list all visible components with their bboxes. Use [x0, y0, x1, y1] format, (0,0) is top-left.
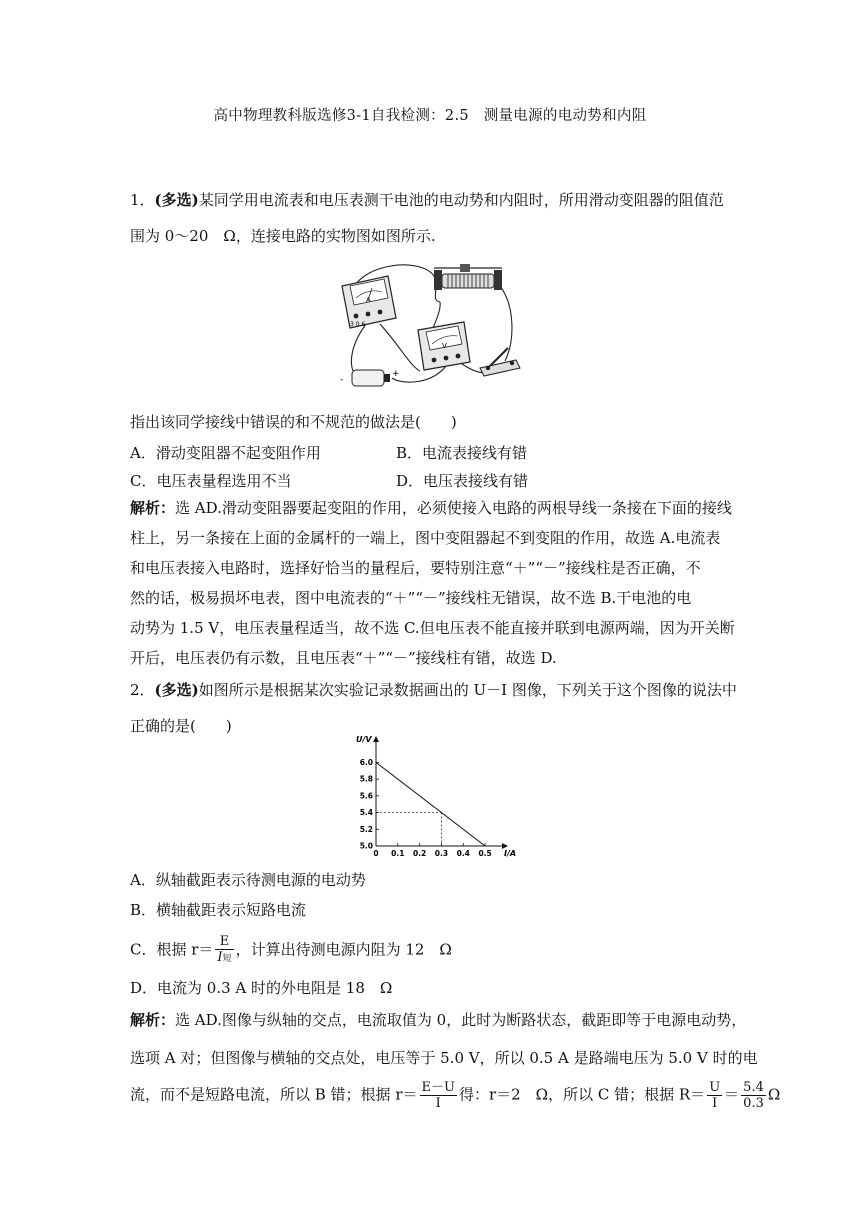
x-tick-label: 0.1 — [391, 849, 405, 858]
q1-analysis-text: 选 AD.滑动变阻器要起变阻的作用，必须使接入电路的两根导线一条接在下面的接线 — [175, 499, 732, 517]
fraction-value-numerator: 5.4 — [743, 1080, 764, 1095]
voltmeter-letter: V — [442, 342, 447, 350]
q2-option-c-fraction — [215, 934, 233, 967]
analysis-ohm: Ω — [767, 1085, 781, 1104]
q2-option-c-prefix: C．根据 r＝ — [130, 940, 214, 959]
x-tick-label: 0 — [373, 849, 379, 858]
y-tick-label: 5.8 — [359, 774, 373, 784]
q2-stem-line1 — [130, 680, 740, 700]
q1-analysis-line4: 然的话，极易损坏电表，图中电流表的“＋”“－”接线柱无错误，故不选 B.干电池的电 — [130, 589, 692, 607]
q2-analysis-line1 — [130, 1010, 747, 1030]
q1-stem-line2: 围为 0～20 Ω，连接电路的实物图如图所示. — [130, 227, 436, 245]
q2-option-b: B．横轴截距表示短路电流 — [130, 901, 307, 919]
q2-number: 2． — [130, 681, 155, 699]
circuit-figure — [330, 256, 530, 396]
q1-ask: 指出该同学接线中错误的和不规范的做法是( ) — [130, 413, 457, 431]
q1-analysis-line3: 和电压表接入电路时，选择好恰当的量程后，要特别注意“＋”“－”接线柱是否正确，不 — [130, 559, 701, 577]
y-tick-label: 6.0 — [359, 757, 373, 767]
fraction-value-denominator: 0.3 — [743, 1096, 764, 1111]
x-axis-label: I/A — [504, 849, 517, 858]
q2-option-c-suffix: ，计算出待测电源内阻为 12 Ω — [235, 940, 452, 959]
q1-analysis-label: 解析： — [130, 499, 176, 517]
series-line — [376, 762, 485, 846]
fraction-den-symbol: I — [217, 950, 223, 965]
fraction-denominator — [215, 950, 233, 967]
y-tick-label: 5.0 — [359, 841, 373, 851]
y-tick-label: 5.4 — [359, 808, 373, 818]
voltmeter-icon — [418, 322, 470, 370]
u-i-chart — [340, 735, 517, 864]
ammeter-icon — [342, 276, 396, 328]
q1-option-c: C．电压表量程选用不当 — [130, 472, 292, 490]
q1-analysis-line2: 柱上，另一条接在上面的金属杆的一端上，图中变阻器起不到变阻的作用，故选 A.电流表 — [130, 529, 721, 547]
q2-analysis-text: 选 AD.图像与纵轴的交点，电流取值为 0，此时为断路状态，截距即等于电源电动势， — [175, 1011, 747, 1029]
analysis-text-b: 得：r＝2 Ω，所以 C 错；根据 R＝ — [458, 1085, 706, 1104]
switch-icon — [480, 348, 520, 376]
fraction-den-subscript: 短 — [222, 954, 232, 964]
q1-analysis-line5: 动势为 1.5 V，电压表量程适当，故不选 C.但电压表不能直接并联到电源两端，因为开关断 — [130, 619, 735, 637]
q1-stem-line1 — [130, 190, 740, 210]
ammeter-letter: A — [366, 296, 371, 304]
x-tick-label: 0.2 — [412, 849, 427, 858]
fraction-R-numerator: U — [709, 1080, 721, 1095]
q2-option-c — [130, 934, 740, 967]
q2-option-d: D．电流为 0.3 A 时的外电阻是 18 Ω — [130, 979, 393, 997]
fraction-value — [741, 1080, 766, 1111]
q2-stem-line2: 正确的是( ) — [130, 717, 232, 735]
x-tick-label: 0.3 — [434, 849, 449, 858]
x-tick-label: 0.5 — [478, 849, 492, 858]
analysis-text-a: 流，而不是短路电流，所以 B 错；根据 r＝ — [130, 1085, 418, 1104]
y-axis-label: U/V — [356, 735, 372, 744]
x-tick-label: 0.4 — [456, 849, 470, 858]
page-title: 高中物理教科版选修3-1自我检测：2.5 测量电源的电动势和内阻 — [213, 108, 647, 124]
fraction-numerator: E — [215, 934, 233, 950]
q2-analysis-line3 — [130, 1080, 781, 1111]
fraction-R-denominator: I — [712, 1096, 718, 1111]
q2-stem: 如图所示是根据某次实验记录数据画出的 U－I 图像，下列关于这个图像的说法中 — [198, 681, 737, 699]
fraction-r-denominator: I — [435, 1096, 441, 1111]
q1-analysis-line6: 开后，电压表仍有示数，且电压表“＋”“－”接线柱有错，故选 D. — [130, 649, 557, 667]
fraction-r — [420, 1080, 457, 1111]
y-axis-arrow — [373, 736, 379, 742]
y-tick-label: 5.6 — [359, 791, 373, 801]
battery-minus-label: - — [340, 375, 344, 385]
q1-analysis-line1 — [130, 498, 740, 518]
rheostat-icon — [434, 264, 502, 290]
fraction-r-numerator: E－U — [421, 1080, 455, 1095]
q2-tag: (多选) — [154, 681, 199, 699]
q1-option-d: D．电压表接线有错 — [396, 472, 529, 490]
ammeter-range-label: 3 0.6 - — [350, 321, 370, 328]
fraction-R — [707, 1080, 722, 1111]
q1-option-b: B．电流表接线有错 — [396, 444, 528, 462]
q1-tag: (多选) — [154, 191, 199, 209]
q1-option-a: A．滑动变阻器不起变阻作用 — [130, 444, 321, 462]
q2-option-a: A．纵轴截距表示待测电源的电动势 — [130, 871, 366, 889]
q1-stem: 某同学用电流表和电压表测干电池的电动势和内阻时，所用滑动变阻器的阻值范 — [198, 191, 724, 209]
y-tick-label: 5.2 — [359, 824, 373, 834]
analysis-equals: ＝ — [724, 1085, 740, 1104]
battery-icon — [340, 369, 400, 386]
q1-number: 1． — [130, 191, 155, 209]
q2-analysis-label: 解析： — [130, 1011, 176, 1029]
q2-analysis-line2: 选项 A 对；但图像与横轴的交点处，电压等于 5.0 V，所以 0.5 A 是路端电压为 5.0 V 时的电 — [130, 1049, 758, 1067]
battery-plus-label: + — [392, 369, 400, 379]
